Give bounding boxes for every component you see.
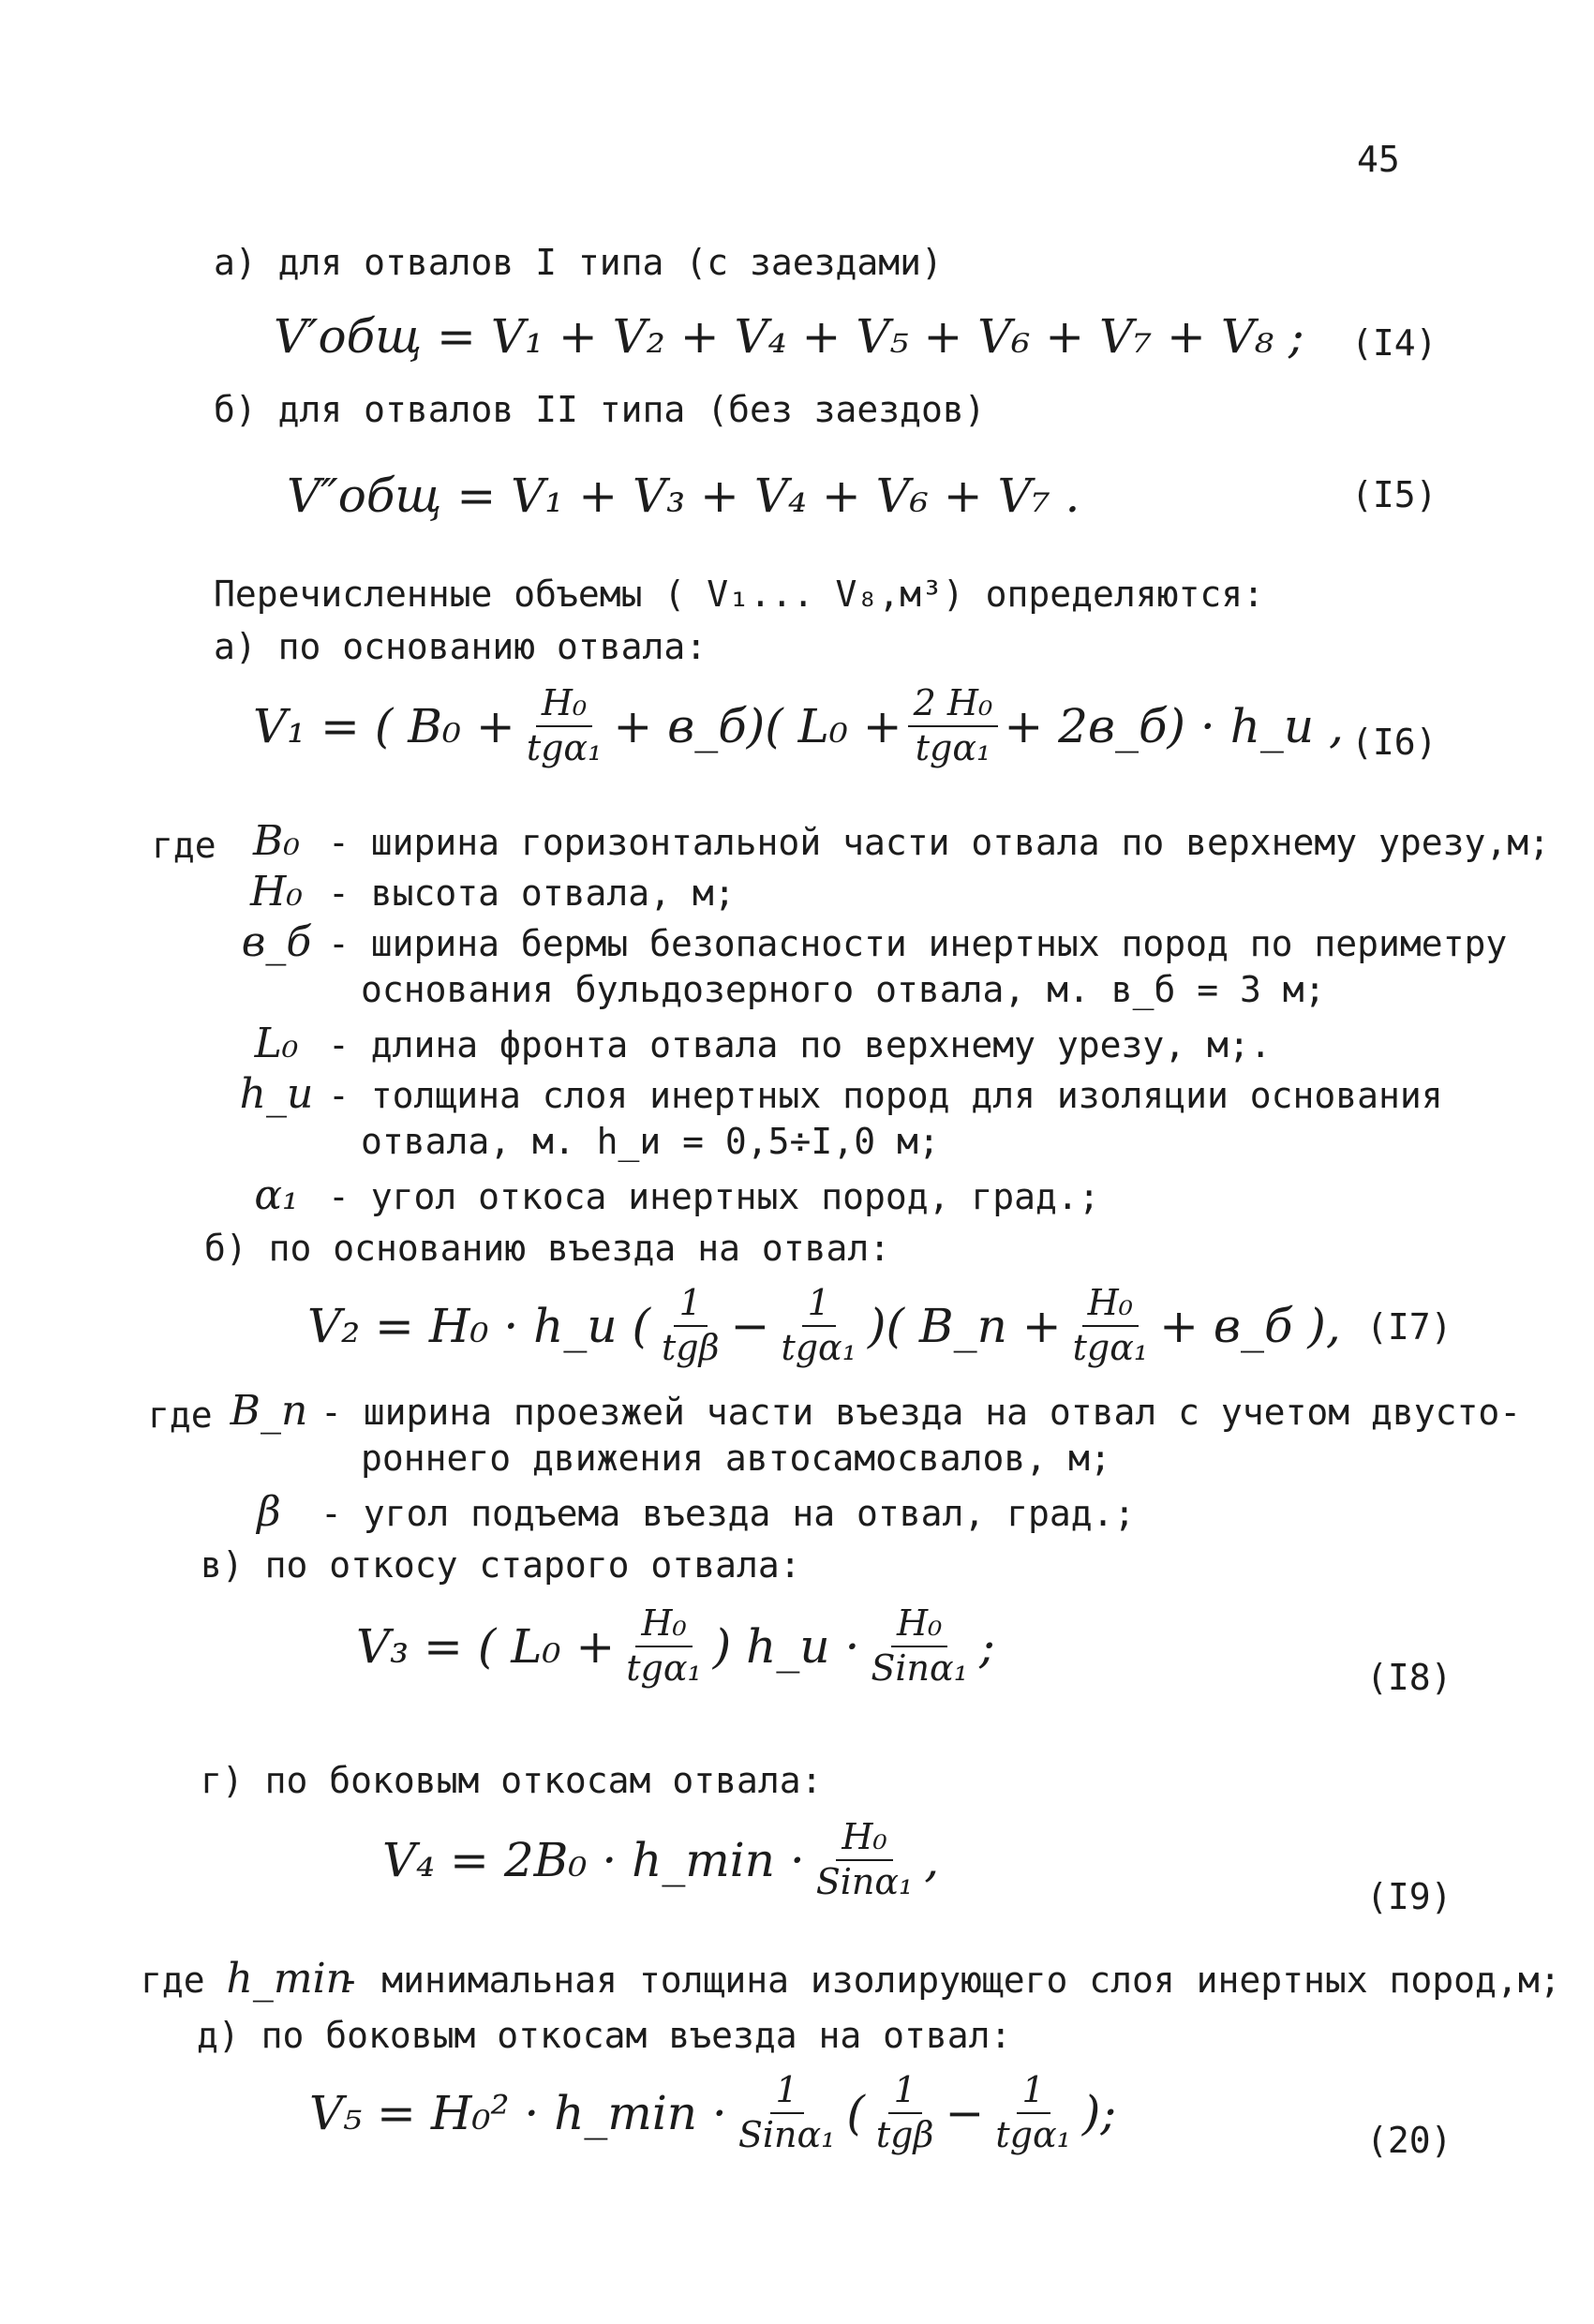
eq20-part2: ( <box>846 2085 865 2140</box>
equation-16 <box>253 684 1344 768</box>
eq16-part2: + в_б)( L₀ + <box>613 698 902 753</box>
def-symbol: L₀ <box>254 1020 299 1067</box>
eq17-frac2-den: tgα₁ <box>781 1326 857 1368</box>
eq15-rhs: = V₁ + V₃ + V₄ + V₆ + V₇ . <box>456 469 1080 523</box>
eq19-frac1 <box>811 1818 919 1902</box>
def-symbol: h_и <box>239 1070 314 1118</box>
eq17-frac3-den: tgα₁ <box>1072 1326 1149 1368</box>
def-hmin-row <box>141 1955 1561 2003</box>
eq18-part3: ; <box>978 1618 995 1674</box>
eq16-part1: V₁ = ( B₀ + <box>253 698 515 753</box>
item-g-side: г) по боковым откосам отвала: <box>201 1760 823 1801</box>
eq20-part4: ); <box>1081 2085 1117 2140</box>
def-text: - высота отвала, м; <box>328 872 736 914</box>
def-text: - толщина слоя инертных пород для изоляции основания <box>328 1075 1443 1116</box>
eq17-part4: + в_б ), <box>1159 1298 1341 1353</box>
eq20-frac2-den: tgβ <box>875 2113 934 2155</box>
def-text: основания бульдозерного отвала, м. в_б = 3 м; <box>361 969 1326 1010</box>
eq17-frac1-den: tgβ <box>661 1326 720 1368</box>
eq14-rhs: = V₁ + V₂ + V₄ + V₅ + V₆ + V₇ + V₈ ; <box>437 309 1304 364</box>
definitions-list-2 <box>217 1387 1521 1539</box>
def-text: - ширина бермы безопасности инертных пород по периметру <box>328 923 1508 964</box>
def-symbol: H₀ <box>249 868 303 916</box>
def-text: - ширина горизонтальной части отвала по верхнему урезу,м; <box>328 822 1551 863</box>
def-symbol: B_п <box>230 1387 308 1435</box>
eq15-number: (I5) <box>1351 474 1438 515</box>
eq18-frac2-num: H₀ <box>891 1604 947 1647</box>
eq17-frac2-num: 1 <box>802 1284 836 1327</box>
where-label-1: где <box>152 825 216 866</box>
eq15-lhs: V″общ <box>287 469 442 523</box>
def-row <box>225 918 1550 969</box>
where-label-2: где <box>148 1394 213 1436</box>
eq19-part1: V₄ = 2B₀ · h_min · <box>382 1832 805 1887</box>
eq16-frac2-num: 2 H₀ <box>908 684 999 727</box>
equation-15 <box>287 469 1080 523</box>
item-b-entry: б) по основанию въезда на отвал: <box>204 1228 891 1269</box>
eq18-frac2 <box>865 1604 974 1689</box>
eq17-frac1 <box>656 1284 725 1368</box>
def-text: роннего движения автосамосвалов, м; <box>361 1438 1111 1479</box>
eq17-number: (I7) <box>1366 1306 1452 1348</box>
item-d-entry-side: д) по боковым откосам въезда на отвал: <box>197 2015 1012 2056</box>
def-row <box>225 1121 1550 1171</box>
eq17-frac3-num: H₀ <box>1082 1284 1139 1327</box>
eq20-part3: − <box>945 2085 985 2140</box>
eq16-frac2 <box>908 684 999 768</box>
eq16-part3: + 2в_б) · h_и , <box>1004 698 1344 753</box>
eq20-number: (20) <box>1366 2120 1452 2161</box>
equation-20 <box>309 2071 1116 2155</box>
eq14-lhs: V′общ <box>274 309 423 364</box>
def-row <box>225 868 1550 918</box>
eq20-frac1 <box>733 2071 842 2155</box>
def-text: отвала, м. h_и = 0,5÷I,0 м; <box>361 1121 940 1162</box>
eq17-part3: )( B_п + <box>867 1298 1062 1353</box>
eq16-frac2-den: tgα₁ <box>915 726 991 768</box>
def-text: - угол откоса инертных пород, град.; <box>328 1176 1100 1217</box>
eq18-frac1 <box>620 1604 708 1689</box>
definitions-list-1 <box>225 817 1550 1222</box>
eq20-frac2-num: 1 <box>888 2071 922 2114</box>
eq17-part2: − <box>730 1298 770 1353</box>
equation-17 <box>307 1284 1341 1368</box>
eq19-frac1-den: Sinα₁ <box>815 1860 914 1902</box>
def-symbol: в_б <box>241 918 312 966</box>
eq18-frac1-den: tgα₁ <box>626 1646 702 1689</box>
eq16-frac1 <box>521 684 608 768</box>
eq14-number: (I4) <box>1351 322 1438 364</box>
where-label-3: где <box>141 1959 205 2001</box>
eq19-part2: , <box>924 1832 940 1887</box>
def-row <box>217 1387 1521 1438</box>
eq19-frac1-num: H₀ <box>836 1818 892 1861</box>
eq18-frac1-num: H₀ <box>635 1604 692 1647</box>
eq18-part1: V₃ = ( L₀ + <box>356 1618 616 1674</box>
eq17-frac2 <box>775 1284 862 1368</box>
def-symbol: B₀ <box>253 817 300 865</box>
equation-19 <box>382 1818 939 1902</box>
def-symbol: β <box>257 1488 281 1536</box>
def-row <box>225 969 1550 1020</box>
eq17-frac1-num: 1 <box>674 1284 708 1327</box>
def-text: - минимальная толщина изолирующего слоя инертных пород,м; <box>338 1959 1561 2001</box>
def-symbol: α₁ <box>254 1171 299 1219</box>
equation-18 <box>356 1604 995 1689</box>
def-row <box>225 817 1550 868</box>
eq20-frac3 <box>990 2071 1077 2155</box>
item-v-old-slope: в) по откосу старого отвала: <box>201 1544 801 1586</box>
eq16-number: (I6) <box>1351 722 1438 763</box>
eq19-number: (I9) <box>1366 1876 1452 1917</box>
item-a-type1: а) для отвалов I типа (с заездами) <box>214 242 943 283</box>
eq17-frac3 <box>1067 1284 1155 1368</box>
item-a-base: а) по основанию отвала: <box>214 626 708 667</box>
eq20-frac1-den: Sinα₁ <box>737 2113 836 2155</box>
eq17-part1: V₂ = H₀ · h_и ( <box>307 1298 650 1353</box>
eq20-part1: V₅ = H₀² · h_min · <box>309 2085 727 2140</box>
page-number: 45 <box>1357 139 1400 180</box>
eq18-part2: ) h_и · <box>712 1618 860 1674</box>
eq18-number: (I8) <box>1366 1657 1452 1698</box>
def-row <box>217 1488 1521 1539</box>
def-row <box>225 1171 1550 1222</box>
equation-14 <box>274 309 1304 364</box>
def-symbol: h_min <box>226 1955 353 2003</box>
eq20-frac3-den: tgα₁ <box>995 2113 1071 2155</box>
eq20-frac3-num: 1 <box>1017 2071 1050 2114</box>
item-b-type2: б) для отвалов II типа (без заездов) <box>214 389 986 430</box>
def-text: - ширина проезжей части въезда на отвал с учетом двусто- <box>320 1392 1522 1433</box>
eq18-frac2-den: Sinα₁ <box>871 1646 968 1689</box>
eq20-frac1-num: 1 <box>770 2071 804 2114</box>
eq16-frac1-num: H₀ <box>536 684 592 727</box>
eq20-frac2 <box>871 2071 940 2155</box>
def-text: - угол подъема въезда на отвал, град.; <box>320 1493 1136 1534</box>
def-row <box>225 1070 1550 1121</box>
def-row <box>217 1438 1521 1488</box>
def-row <box>225 1020 1550 1070</box>
eq16-frac1-den: tgα₁ <box>526 726 603 768</box>
def-text: - длина фронта отвала по верхнему урезу, м;. <box>328 1024 1272 1065</box>
listed-volumes-text: Перечисленные объемы ( V₁... V₈,м³) определяются: <box>214 574 1265 615</box>
